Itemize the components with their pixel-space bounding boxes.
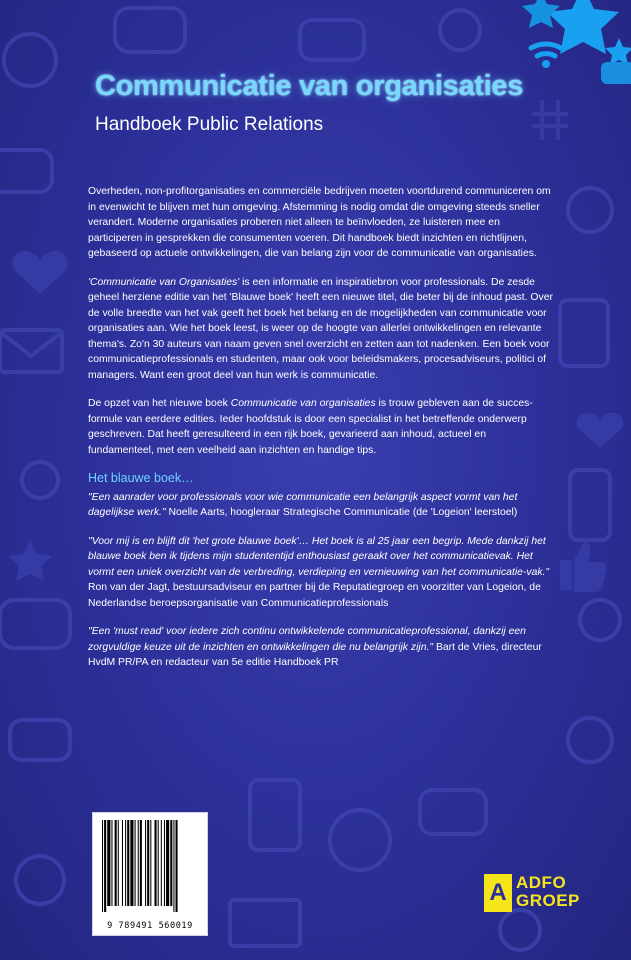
quote-attribution: Ron van der Jagt, bestuursadviseur en partner bij de Reputatiegroep en voorzitter van Logeion, de Nederlandse beroepsorganisatie van Communicatieprofessionals — [88, 582, 541, 609]
lightbulb-icon — [568, 718, 612, 762]
sms-bubble-icon — [10, 720, 70, 760]
heart-icon — [12, 251, 67, 294]
tablet-icon — [250, 780, 300, 850]
barcode-bar — [176, 820, 178, 912]
structure-lead: De opzet van het nieuwe boek — [88, 398, 231, 409]
barcode-bar — [118, 820, 119, 906]
globe-icon — [4, 34, 56, 86]
sms-bubble-icon — [0, 150, 52, 192]
barcode-bar — [104, 820, 106, 912]
barcode-bar — [173, 820, 174, 912]
barcode-bar — [145, 820, 146, 906]
quotes-heading: Het blauwe boek… — [88, 471, 194, 485]
globe-icon — [330, 810, 390, 870]
corner-social-icons — [521, 0, 631, 90]
heart-icon — [577, 412, 623, 448]
quote-item — [88, 534, 554, 612]
thumbs-up-icon — [560, 542, 607, 592]
chat-bubble-icon — [601, 62, 631, 84]
hashtag-icon — [532, 100, 568, 140]
envelope-icon — [0, 330, 62, 372]
book-subtitle: Handboek Public Relations — [95, 114, 324, 135]
barcode-bar — [122, 820, 123, 906]
description-italic-title: 'Communicatie van Organisaties' — [88, 276, 240, 288]
at-sign-icon — [568, 188, 612, 232]
barcode-bar — [147, 820, 149, 906]
at-sign-icon — [16, 856, 64, 904]
barcode-bar — [164, 820, 165, 906]
publisher-name — [516, 874, 580, 910]
barcode-bar — [125, 820, 126, 906]
tablet-icon — [560, 300, 608, 366]
quote-item — [88, 490, 554, 521]
chat-bubble-icon — [420, 790, 486, 834]
back-cover-text — [88, 184, 554, 684]
book-title: Communicatie van organisaties — [95, 70, 524, 102]
chat-bubble-icon — [0, 600, 70, 648]
barcode-bar — [161, 820, 162, 906]
person-icon — [580, 600, 620, 640]
eye-icon — [500, 910, 540, 950]
barcode-bar — [140, 820, 142, 906]
quote-attribution: Noelle Aarts, hoogleraar Strategische Communicatie (de 'Logeion' leerstoel) — [165, 507, 518, 518]
barcode-bar — [158, 820, 159, 906]
barcode-bars — [100, 820, 202, 912]
structure-paragraph — [88, 396, 554, 458]
barcode-bar — [155, 820, 157, 906]
star-icon — [8, 540, 52, 581]
barcode-bar — [111, 820, 112, 906]
person-icon — [440, 10, 480, 50]
barcode-bar — [138, 820, 139, 906]
envelope-icon — [0, 332, 62, 356]
publisher-logo-mark — [484, 874, 512, 912]
intro-paragraph: Overheden, non-profitorganisaties en commerciële bedrijven moeten voortdurend communiceren om in evenwicht te blijven met hun omgeving. Afstemming is nodig omdat die omgeving steeds sneller verandert. Moderne organisaties proberen niet alleen te beïnvloeden, ze luisteren mee en participeren in gesprekken die consumenten voeren. Dit handboek biedt inzichten en richtlijnen, gebaseerd op actuele ontwikkelingen, die van belang zijn voor de communicatie van organisaties. — [88, 186, 551, 259]
quote-item — [88, 624, 554, 671]
isbn-number: 9 789491 560019 — [107, 921, 193, 931]
publisher-logo — [484, 872, 604, 914]
wifi-icon — [531, 44, 561, 56]
quote-text: "Een aanrader voor professionals voor wie communicatie een belangrijk aspect vormt van het dagelijkse werk." — [88, 491, 518, 518]
barcode-bar — [102, 820, 103, 912]
sms-bubble-icon — [115, 8, 185, 52]
quote-text: "Voor mij is en blijft dit 'het grote blauwe boek'… Het boek is al 25 jaar een begrip. Mede dankzij het blauwe boek ben ik tijdens mijn studententijd enthousiast geraakt over het communicatievak. Het vormt een uniek overzicht van de verbreding, verdieping en vernieuwing van het communicatie-vak." — [88, 535, 550, 578]
barcode-bar — [135, 820, 136, 906]
quote-attribution: Bart de Vries, directeur HvdM PR/PA en redacteur van 5e editie Handboek PR — [88, 641, 542, 668]
star-icon — [605, 38, 631, 65]
description-paragraph — [88, 275, 554, 384]
barcode-bar — [130, 820, 133, 906]
isbn-barcode — [92, 812, 208, 936]
phone-icon — [570, 470, 610, 540]
barcode-bar — [166, 820, 169, 906]
publisher-name-line2: GROEP — [516, 891, 580, 910]
structure-italic-title: Communicatie van organisaties — [230, 398, 376, 409]
publisher-logo-letter: A — [489, 879, 507, 906]
barcode-bar — [150, 820, 151, 906]
description-text: is een informatie en inspiratiebron voor professionals. De zesde geheel herziene editie van het 'Blauwe boek' heeft een nieuwe titel, die beter bij de inhoud past. Over de volle breedte van het vak geeft het boek het belang en de mogelijkheden van communicatie voor organisaties aan. Wie het boek leest, is weer op de hoogte van allerlei ontwikkelingen en relevante thema's. Zo'n 30 auteurs van naam geven snel overzicht en zetten aan tot nadenken. Een boek voor communicatieprofessionals en studenten, maar ook voor beleidsmakers, procesadviseurs, politici of managers. Want een groot deel van hun werk is communicatie. — [88, 276, 553, 381]
quote-text: "Een 'must read' voor iedere zich continu ontwikkelende communicatieprofessional, dankzij een zorgvuldige keuze uit de inzichten en ontwikkelingen die nu belangrijk zijn." — [88, 626, 526, 653]
barcode-bar — [107, 820, 110, 906]
structure-text: is trouw gebleven aan de succes-formule van eerdere edities. Ieder hoofdstuk is door een specialist in het betreffende onderwerp geschreven. Dat heeft geresulteerd in een rijk boek, gevarieerd aan inhoud, actueel en fundamenteel, met een veelheid aan inzichten en handige tips. — [88, 398, 533, 456]
sms-bubble-icon — [300, 20, 364, 60]
eye-icon — [22, 462, 58, 498]
barcode-bar — [127, 820, 129, 906]
publisher-name-line1: ADFO — [516, 873, 567, 892]
envelope-icon — [230, 900, 300, 946]
barcode-bar — [115, 820, 117, 906]
barcode-bar — [170, 820, 172, 906]
